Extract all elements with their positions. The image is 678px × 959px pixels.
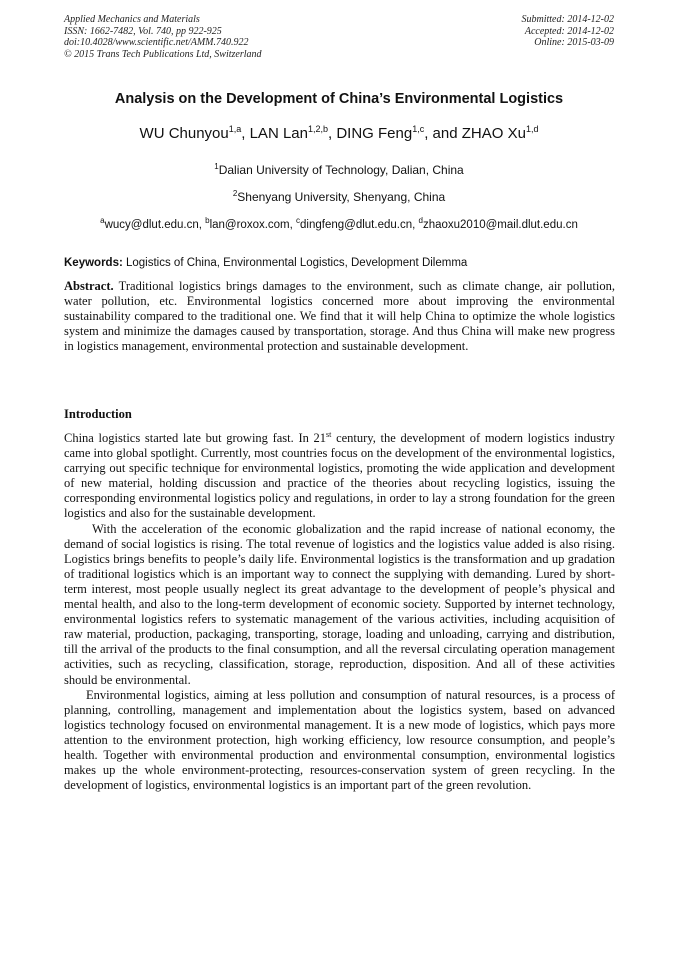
- intro-paragraph-3: Environmental logistics, aiming at less pollution and consumption of natural resources, is a process of planning, controlling, management and implementation about the logistics system, based on advanced logistics technology focused on environmental management. It is a new mode of logistics, which pays more attention to the environment protection, high working efficiency, low resource consumption, and people’s health. Together with environmental production and environmental consumption, environmental logistics makes up the whole environment-protecting, resources-conservation system of green recycling. In the development of logistics, environmental logistics is an important part of the green revolution.: [64, 687, 615, 793]
- online-date: Online: 2015-03-09: [534, 37, 614, 48]
- doi-line: doi:10.4028/www.scientific.net/AMM.740.922: [64, 37, 249, 48]
- author-separator: ,: [328, 125, 337, 142]
- copyright-line: © 2015 Trans Tech Publications Ltd, Switzerland: [64, 48, 262, 60]
- email-sup: b: [205, 216, 210, 225]
- affiliation-sup: 1: [214, 162, 219, 171]
- header-right: [522, 14, 615, 49]
- journal-name: Applied Mechanics and Materials: [64, 14, 200, 25]
- abstract: [64, 279, 615, 354]
- keywords: [64, 257, 615, 269]
- intro-p1-before: China logistics started late but growing fast. In 21: [64, 431, 327, 445]
- author-affil-sup: 1,2,b: [307, 124, 328, 134]
- email-text: lan@roxox.com,: [209, 218, 297, 231]
- affiliation-text: Shenyang University, Shenyang, China: [237, 190, 446, 204]
- affiliation-text: Dalian University of Technology, Dalian, China: [218, 163, 464, 177]
- header-left: [64, 14, 262, 60]
- paper-title: Analysis on the Development of China’s Environmental Logistics: [114, 91, 564, 107]
- author-separator: , and: [424, 125, 462, 142]
- author-name: WU Chunyou: [139, 125, 229, 142]
- author-name: LAN Lan: [249, 125, 308, 142]
- intro-paragraph-1: [64, 431, 615, 522]
- keywords-text: Logistics of China, Environmental Logistics, Development Dilemma: [122, 257, 468, 269]
- author-name: DING Feng: [336, 125, 413, 142]
- keywords-label: Keywords:: [64, 257, 123, 269]
- affiliation-1: [0, 162, 678, 177]
- email-list: [0, 216, 678, 231]
- email-text: dingfeng@dlut.edu.cn,: [300, 218, 419, 231]
- author-list: [0, 124, 678, 142]
- author-affil-sup: 1,c: [412, 124, 425, 134]
- email-text: wucy@dlut.edu.cn,: [104, 218, 206, 231]
- issn-line: ISSN: 1662-7482, Vol. 740, pp 922-925: [64, 25, 222, 37]
- affiliation-sup: 2: [232, 189, 238, 198]
- abstract-text: Traditional logistics brings damages to the environment, such as climate change, air pollution, water pollution, etc. Environmental logistics concerned more about improving the environmental sustainability compared to the traditional one. We find that it will help China to optimize the whole logistics system and minimize the damages caused by transportation, storage. And thus China will make new progress in logistics management, environmental protection and sustainable development.: [64, 279, 615, 354]
- submitted-date: Submitted: 2014-12-02: [521, 14, 614, 25]
- author-affil-sup: 1,d: [525, 124, 539, 134]
- author-name: ZHAO Xu: [461, 125, 526, 142]
- introduction-heading: Introduction: [64, 407, 132, 421]
- author-affil-sup: 1,a: [228, 124, 242, 134]
- email-text: zhaoxu2010@mail.dlut.edu.cn: [422, 218, 578, 231]
- email-sup: d: [418, 216, 423, 225]
- accepted-date: Accepted: 2014-12-02: [524, 25, 614, 37]
- author-separator: ,: [241, 125, 250, 142]
- intro-paragraph-2: With the acceleration of the economic globalization and the rapid increase of national economy, the demand of social logistics is rising. The total revenue of logistics and the logistics value added is also rising. Logistics brings benefits to people’s daily life. Environmental logistics is the transformation and up gradation of traditional logistics which is an important way to connect the supplying with demanding. Lured by short-term interest, most people usually neglect its great advantage to the development of people’s physical and mental health, and also to the long-term development of economic society. Supported by internet technology, environmental logistics refers to systematic management of the various activities, including acquisition of raw material, production, packaging, transporting, storage, loading and unloading, carrying and distribution, till the arrival of the products to the final consumption, and all the reversal circulating operation management activities, such as recycling, classification, storage, reproduction, disposition. And all of these activities should be environmental.: [64, 521, 615, 687]
- affiliation-2: [0, 189, 678, 204]
- intro-p1-after: century, the development of modern logistics industry came into global spotlight. Currently, most countries focus on the development of the environmental logistics, carrying out specific technique for environmental logistics, promoting the wide application and development of new material, holding discussion and practice of the theories about recycling logistics, issuing the corresponding environmental logistics policy and regulations, in order to lay a strong foundation for the green logistics and also for the sustainable development.: [64, 431, 616, 521]
- email-sup: c: [296, 216, 301, 225]
- email-sup: a: [100, 216, 105, 225]
- abstract-label: Abstract.: [64, 279, 114, 293]
- introduction-body: [64, 431, 615, 793]
- intro-p1-sup: st: [326, 429, 332, 439]
